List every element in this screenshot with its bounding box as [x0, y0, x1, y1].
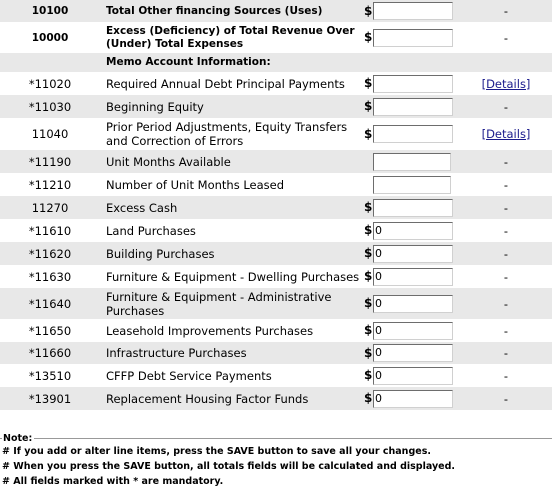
table-row — [0, 196, 552, 219]
no-action-dash: - — [503, 154, 509, 169]
no-action-dash: - — [503, 269, 509, 284]
amount-input[interactable]: 0 — [373, 268, 453, 286]
line-description: Land Purchases — [100, 219, 364, 242]
amount-cell — [364, 219, 460, 242]
amount-input[interactable]: 0 — [373, 344, 453, 362]
action-cell — [460, 342, 552, 364]
amount-cell — [364, 0, 460, 22]
details-link[interactable]: [Details] — [481, 127, 531, 141]
line-code — [0, 53, 100, 72]
table-row — [0, 173, 552, 196]
amount-cell — [364, 150, 460, 173]
table-row — [0, 0, 552, 22]
line-description: Furniture & Equipment - Dwelling Purchases — [100, 265, 364, 288]
no-action-dash: - — [503, 246, 509, 261]
dollar-sign: $ — [364, 391, 373, 405]
notes-section — [0, 432, 552, 489]
amount-input[interactable] — [373, 75, 453, 93]
amount-cell — [364, 95, 460, 118]
dollar-sign: $ — [364, 99, 373, 113]
no-action-dash: - — [503, 296, 509, 311]
line-code: *11630 — [0, 265, 100, 288]
line-description: Leasehold Improvements Purchases — [100, 319, 364, 342]
no-action-dash: - — [503, 391, 509, 406]
amount-cell — [364, 53, 460, 72]
dollar-sign: $ — [364, 296, 373, 310]
dollar-sign: $ — [364, 223, 373, 237]
details-link[interactable]: [Details] — [481, 76, 531, 91]
dollar-sign: $ — [364, 126, 373, 141]
line-description: Building Purchases — [100, 242, 364, 265]
amount-input[interactable] — [373, 199, 453, 217]
action-cell — [460, 265, 552, 288]
line-code: 10000 — [0, 22, 100, 53]
amount-cell — [364, 173, 460, 196]
no-action-dash: - — [503, 200, 509, 215]
table-row — [0, 288, 552, 319]
dollar-sign: $ — [364, 30, 373, 44]
amount-input[interactable] — [373, 176, 451, 194]
no-action-dash: - — [503, 223, 509, 238]
action-cell — [460, 22, 552, 53]
line-code: *13510 — [0, 364, 100, 387]
line-description: Excess Cash — [100, 196, 364, 219]
amount-input[interactable] — [373, 29, 453, 47]
table-row — [0, 342, 552, 364]
amount-input[interactable]: 0 — [373, 322, 453, 340]
line-description: Furniture & Equipment - Administrative Purchases — [100, 288, 364, 319]
line-description: Prior Period Adjustments, Equity Transfers and Correction of Errors — [100, 118, 364, 150]
table-row — [0, 219, 552, 242]
no-action-dash: - — [503, 177, 509, 192]
line-code: *11210 — [0, 173, 100, 196]
table-row — [0, 53, 552, 72]
amount-cell — [364, 72, 460, 95]
line-description: Replacement Housing Factor Funds — [100, 387, 364, 410]
amount-cell — [364, 288, 460, 319]
dollar-sign: $ — [364, 76, 373, 90]
note-line-1: # If you add or alter line items, press the SAVE button to save all your changes. — [2, 446, 431, 457]
table-row — [0, 364, 552, 387]
action-cell — [460, 150, 552, 173]
line-code: *11650 — [0, 319, 100, 342]
amount-input[interactable]: 0 — [373, 390, 453, 408]
amount-input[interactable]: 0 — [373, 367, 453, 385]
dollar-sign: $ — [364, 3, 373, 18]
action-cell — [460, 118, 552, 150]
line-code: *11030 — [0, 95, 100, 118]
action-cell — [460, 242, 552, 265]
amount-input[interactable] — [373, 153, 451, 171]
table-row — [0, 118, 552, 150]
notes-title: Note: — [3, 432, 33, 444]
no-action-dash: - — [503, 30, 509, 45]
table-row — [0, 72, 552, 95]
line-description: Number of Unit Months Leased — [100, 173, 364, 196]
action-cell — [460, 319, 552, 342]
amount-cell — [364, 118, 460, 150]
amount-cell — [364, 364, 460, 387]
line-description: Excess (Deficiency) of Total Revenue Over (Under) Total Expenses — [100, 22, 364, 53]
action-cell — [460, 0, 552, 22]
line-code: 10100 — [0, 0, 100, 22]
line-code: *11640 — [0, 288, 100, 319]
action-cell — [460, 219, 552, 242]
no-action-dash: - — [503, 323, 509, 338]
dollar-sign: $ — [364, 246, 373, 260]
notes-legend — [0, 432, 552, 444]
action-cell — [460, 173, 552, 196]
line-description: CFFP Debt Service Payments — [100, 364, 364, 387]
table-row — [0, 242, 552, 265]
amount-cell — [364, 242, 460, 265]
action-cell — [460, 364, 552, 387]
table-row — [0, 150, 552, 173]
amount-input[interactable]: 0 — [373, 245, 453, 263]
line-code: *11020 — [0, 72, 100, 95]
amount-input[interactable] — [373, 98, 453, 116]
amount-input[interactable]: 0 — [373, 295, 453, 313]
line-code: *11610 — [0, 219, 100, 242]
amount-cell — [364, 22, 460, 53]
line-description: Total Other financing Sources (Uses) — [100, 0, 364, 22]
no-action-dash: - — [503, 4, 509, 18]
action-cell — [460, 72, 552, 95]
amount-cell — [364, 387, 460, 410]
action-cell — [460, 288, 552, 319]
line-description: Infrastructure Purchases — [100, 342, 364, 364]
action-cell — [460, 196, 552, 219]
line-code: *11620 — [0, 242, 100, 265]
amount-input[interactable] — [373, 2, 453, 20]
note-line-3: # All fields marked with * are mandatory. — [2, 476, 224, 487]
amount-cell — [364, 319, 460, 342]
dollar-sign: $ — [364, 368, 373, 382]
note-line-2: # When you press the SAVE button, all totals fields will be calculated and displayed. — [2, 461, 456, 472]
dollar-sign: $ — [364, 345, 373, 360]
line-code: *11660 — [0, 342, 100, 364]
action-cell — [460, 95, 552, 118]
line-code: 11270 — [0, 196, 100, 219]
amount-cell — [364, 196, 460, 219]
no-action-dash: - — [503, 368, 509, 383]
table-row — [0, 387, 552, 410]
no-action-dash: - — [503, 346, 509, 360]
no-action-dash: - — [503, 99, 509, 114]
line-code: 11040 — [0, 118, 100, 150]
amount-input[interactable] — [373, 125, 453, 143]
line-description: Memo Account Information: — [100, 53, 364, 72]
action-cell — [460, 53, 552, 72]
line-description: Unit Months Available — [100, 150, 364, 173]
line-code: *13901 — [0, 387, 100, 410]
amount-input[interactable]: 0 — [373, 222, 453, 240]
table-row — [0, 95, 552, 118]
amount-cell — [364, 342, 460, 364]
action-cell — [460, 387, 552, 410]
table-row — [0, 265, 552, 288]
dollar-sign: $ — [364, 323, 373, 337]
dollar-sign: $ — [364, 200, 373, 214]
table-row — [0, 22, 552, 53]
line-description: Beginning Equity — [100, 95, 364, 118]
dollar-sign: $ — [364, 269, 373, 283]
amount-cell — [364, 265, 460, 288]
line-description: Required Annual Debt Principal Payments — [100, 72, 364, 95]
table-row — [0, 319, 552, 342]
line-code: *11190 — [0, 150, 100, 173]
